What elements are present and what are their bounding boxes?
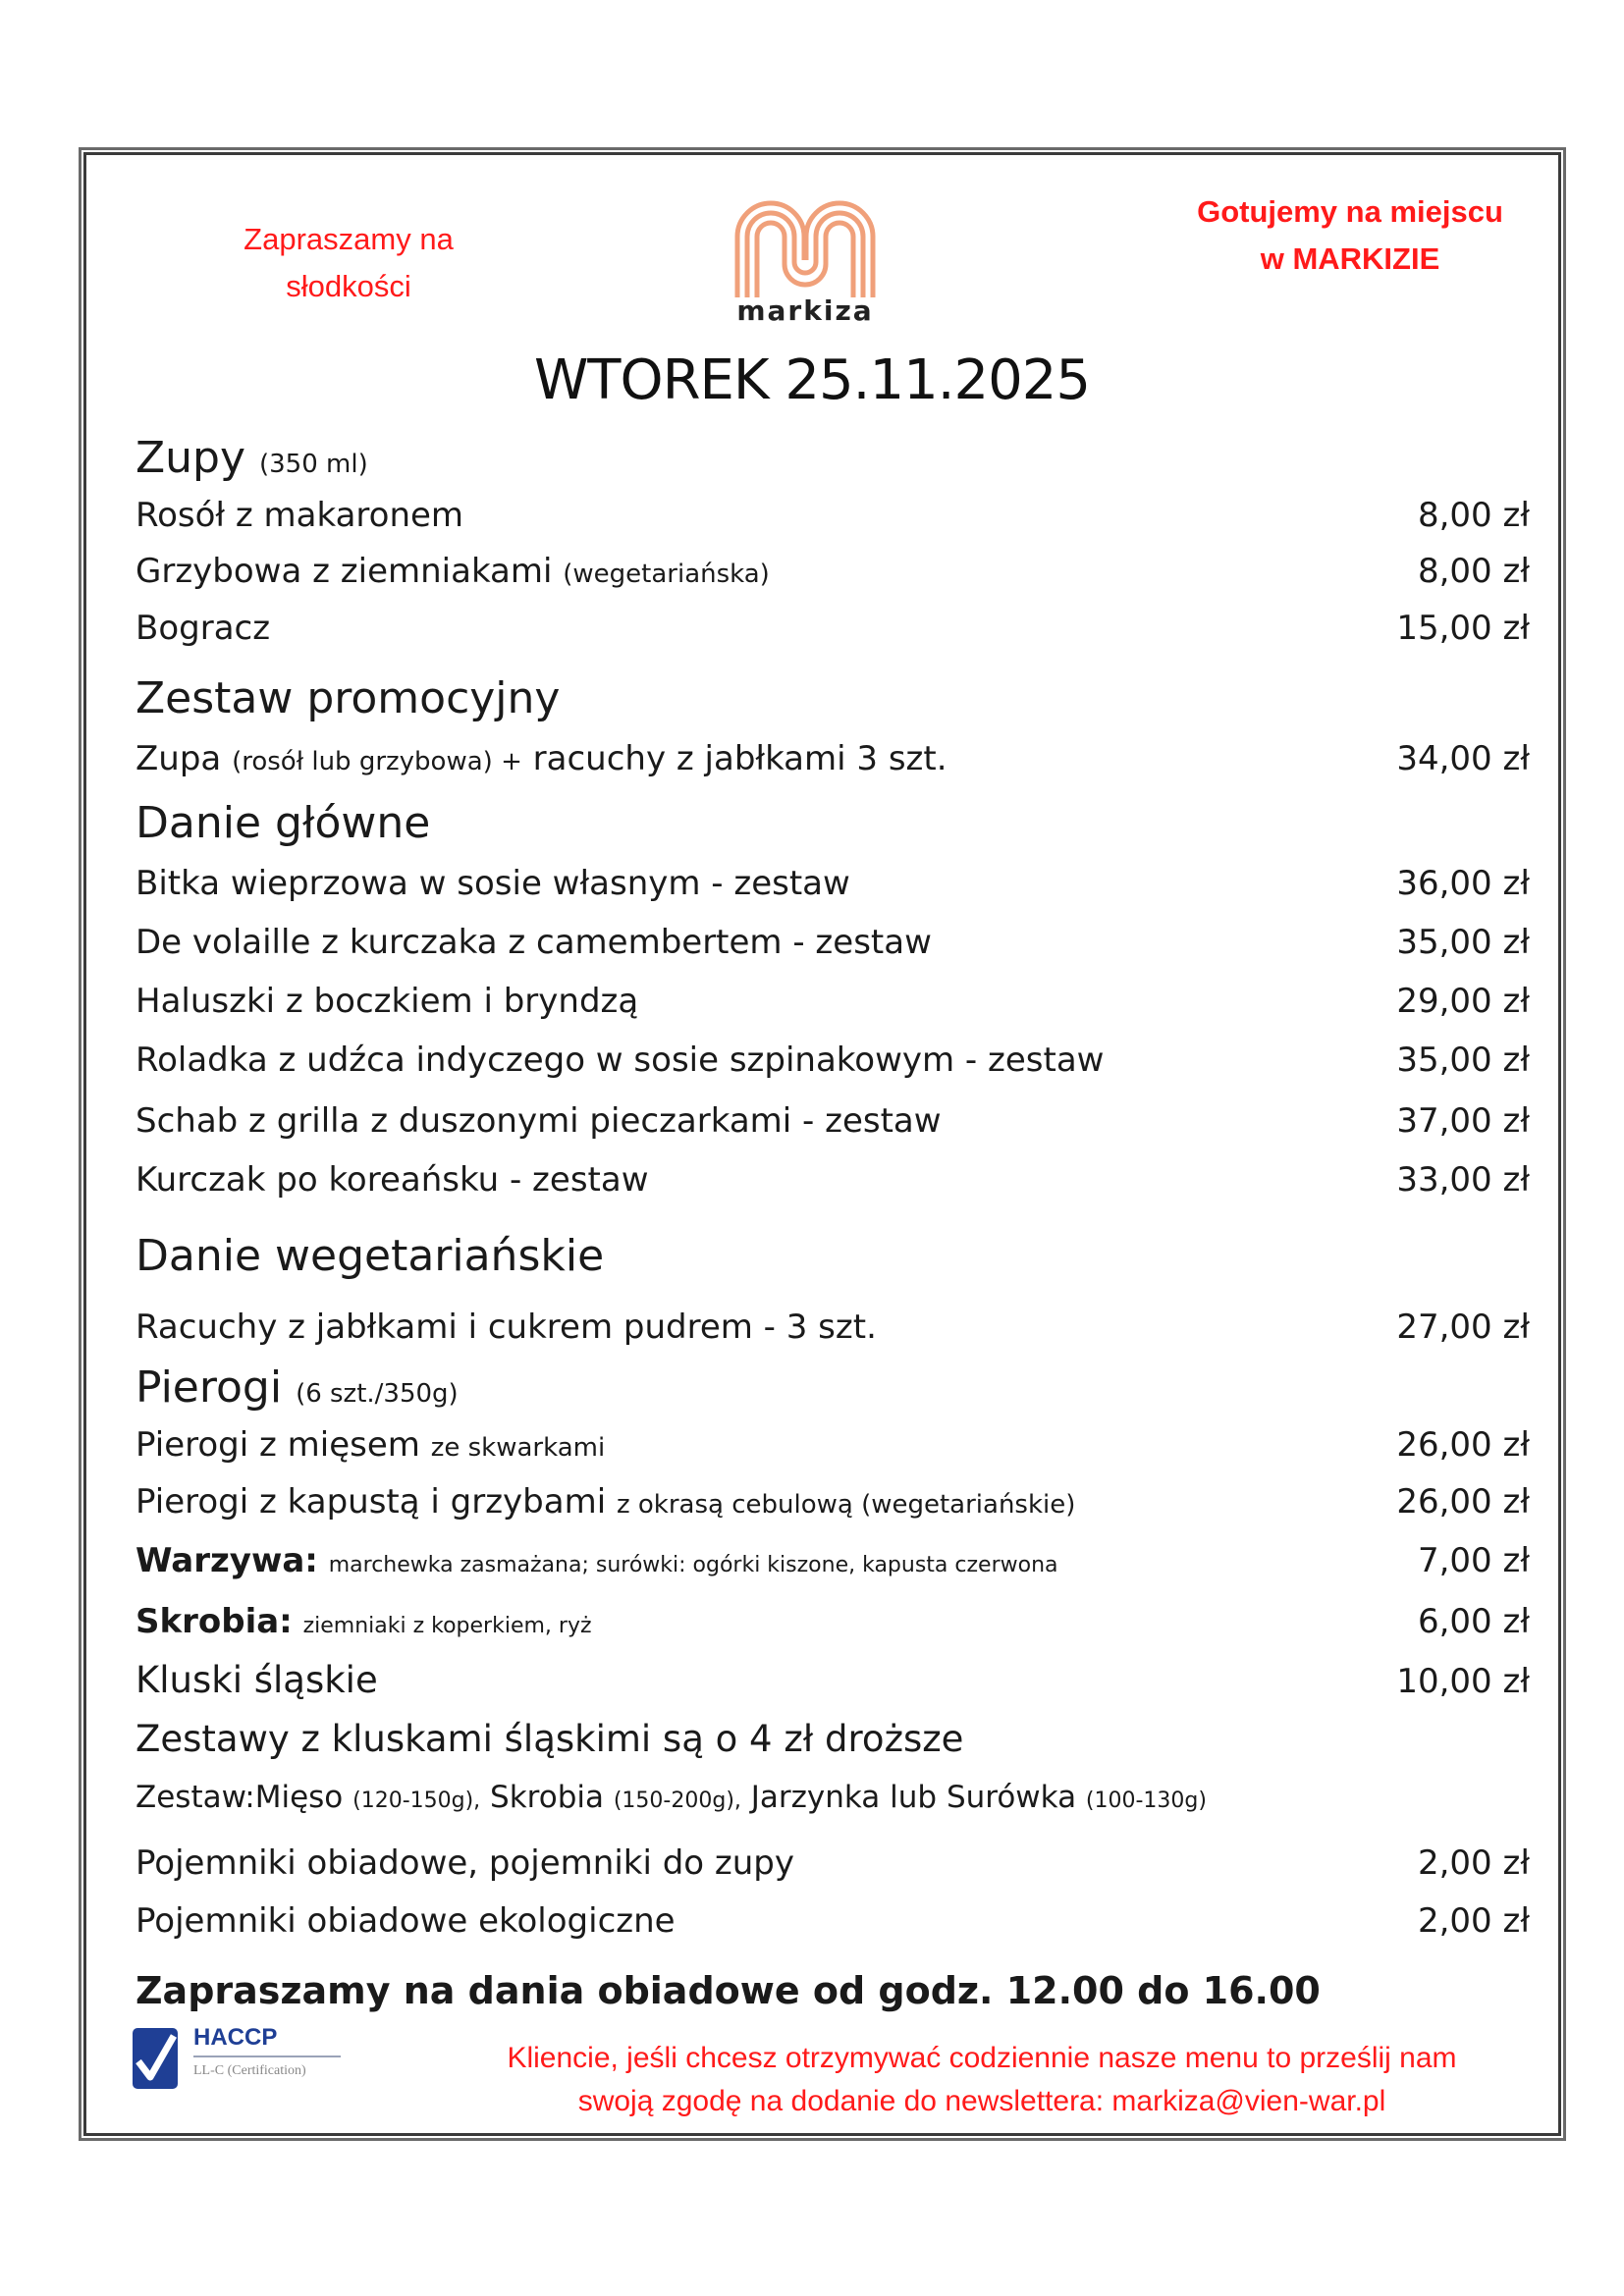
- item-name: Schab z grilla z duszonymi pieczarkami - zestaw: [135, 1101, 942, 1141]
- heading-note: (6 szt./350g): [296, 1379, 459, 1409]
- menu-item: [135, 1039, 1530, 1082]
- item-price: 2,00 zł: [1417, 1901, 1530, 1941]
- newsletter-line: swoją zgodę na dodanie do newslettera: markiza@vien-war.pl: [577, 2085, 1386, 2117]
- heading-text: Zupy: [135, 433, 245, 483]
- section-heading-mains: Danie główne: [135, 798, 431, 848]
- page-title: WTOREK 25.11.2025: [533, 348, 1091, 412]
- section-heading-pierogi: [135, 1362, 459, 1420]
- haccp-subtitle: LL-C (Certification): [193, 2063, 306, 2078]
- haccp-badge: [133, 2022, 339, 2101]
- menu-item: [135, 607, 1530, 650]
- set-composition-note: [135, 1775, 1207, 1824]
- menu-item: [135, 1306, 1530, 1349]
- item-note: marchewka zasmażana; surówki: ogórki kiszone, kapusta czerwona: [328, 1553, 1058, 1577]
- item-price: 2,00 zł: [1417, 1843, 1530, 1883]
- set-part-name: Jarzynka lub Surówka: [750, 1780, 1077, 1815]
- item-price: 35,00 zł: [1396, 923, 1530, 962]
- item-label: Skrobia:: [135, 1602, 293, 1641]
- item-price: 10,00 zł: [1396, 1662, 1530, 1701]
- item-note: ziemniaki z koperkiem, ryż: [302, 1614, 592, 1638]
- item-name: Pojemniki obiadowe ekologiczne: [135, 1901, 676, 1941]
- haccp-title: HACCP: [193, 2024, 278, 2051]
- cooking-note-line: Gotujemy na miejscu: [1197, 194, 1503, 229]
- item-name: Bogracz: [135, 609, 271, 648]
- menu-item: [135, 1600, 1530, 1648]
- item-name: Bitka wieprzowa w sosie własnym - zestaw: [135, 864, 850, 903]
- menu-item: [135, 1158, 1530, 1201]
- menu-item: [135, 550, 1530, 596]
- menu-item: [135, 1899, 1530, 1943]
- menu-item: [135, 921, 1530, 964]
- item-name: De volaille z kurczaka z camembertem - zestaw: [135, 923, 932, 962]
- item-note: (wegetariańska): [563, 560, 770, 589]
- section-heading-promo: Zestaw promocyjny: [135, 673, 561, 723]
- item-price: 26,00 zł: [1396, 1425, 1530, 1465]
- item-price: 26,00 zł: [1396, 1482, 1530, 1522]
- set-part-weight: (120-150g),: [352, 1789, 481, 1813]
- item-name: Rosół z makaronem: [135, 496, 464, 535]
- set-part-name: Skrobia: [490, 1780, 604, 1815]
- item-price: 27,00 zł: [1396, 1308, 1530, 1347]
- checkmark-icon: [133, 2028, 178, 2089]
- item-note: (rosół lub grzybowa) +: [232, 747, 522, 776]
- newsletter-note: [422, 2037, 1542, 2123]
- item-name: Kluski śląskie: [135, 1659, 378, 1701]
- divider: [193, 2056, 341, 2057]
- menu-item: [135, 1480, 1530, 1526]
- menu-item: [135, 1539, 1530, 1587]
- sweets-invitation-line: słodkości: [286, 269, 411, 303]
- item-price: 7,00 zł: [1417, 1541, 1530, 1580]
- cooking-note-line: w MARKIZIE: [1260, 241, 1440, 276]
- logo-wordmark: markiza: [736, 294, 874, 327]
- heading-text: Pierogi: [135, 1362, 283, 1413]
- section-heading-soups: [135, 432, 368, 491]
- item-price: 36,00 zł: [1396, 864, 1530, 903]
- menu-item: [135, 980, 1530, 1023]
- menu-item: [135, 1659, 1530, 1703]
- menu-item: [135, 1423, 1530, 1469]
- menu-item: [135, 862, 1530, 905]
- set-part-weight: (100-130g): [1085, 1789, 1207, 1813]
- item-name: Haluszki z boczkiem i bryndzą: [135, 982, 639, 1021]
- item-price: 35,00 zł: [1396, 1041, 1530, 1080]
- cooking-on-site-note: [1159, 188, 1542, 283]
- item-name: Pierogi z mięsem: [135, 1425, 420, 1465]
- item-note: z okrasą cebulową (wegetariańskie): [616, 1490, 1076, 1520]
- item-price: 37,00 zł: [1396, 1101, 1530, 1141]
- menu-item: [135, 494, 1530, 537]
- item-price: 6,00 zł: [1417, 1602, 1530, 1641]
- item-note: ze skwarkami: [430, 1433, 606, 1463]
- item-name: Racuchy z jabłkami i cukrem pudrem - 3 szt.: [135, 1308, 877, 1347]
- menu-item: [135, 1099, 1530, 1143]
- sweets-invitation-line: Zapraszamy na: [244, 222, 454, 256]
- newsletter-line: Kliencie, jeśli chcesz otrzymywać codziennie nasze menu to prześlij nam: [507, 2042, 1457, 2074]
- item-price: 29,00 zł: [1396, 982, 1530, 1021]
- item-label: Warzywa:: [135, 1541, 318, 1580]
- item-name: Zupa: [135, 739, 222, 778]
- item-name: Roladka z udźca indyczego w sosie szpinakowym - zestaw: [135, 1041, 1105, 1080]
- menu-item: [135, 737, 1530, 783]
- heading-note: (350 ml): [259, 450, 368, 479]
- set-part-weight: (150-200g),: [613, 1789, 741, 1813]
- set-part-name: Zestaw:Mięso: [135, 1780, 344, 1815]
- opening-hours-note: Zapraszamy na dania obiadowe od godz. 12.00 do 16.00: [135, 1969, 1321, 2012]
- item-price: 8,00 zł: [1417, 496, 1530, 535]
- menu-item: [135, 1842, 1530, 1885]
- sweets-invitation: [196, 216, 501, 310]
- item-name: Grzybowa z ziemniakami: [135, 552, 553, 591]
- item-name: Kurczak po koreańsku - zestaw: [135, 1160, 649, 1200]
- item-name-continued: racuchy z jabłkami 3 szt.: [532, 739, 947, 778]
- item-price: 33,00 zł: [1396, 1160, 1530, 1200]
- item-price: 15,00 zł: [1396, 609, 1530, 648]
- markiza-logo-icon: [731, 191, 879, 299]
- kluski-surcharge-note: Zestawy z kluskami śląskimi są o 4 zł droższe: [135, 1718, 964, 1760]
- item-price: 34,00 zł: [1396, 739, 1530, 778]
- item-price: 8,00 zł: [1417, 552, 1530, 591]
- item-name: Pojemniki obiadowe, pojemniki do zupy: [135, 1843, 795, 1883]
- section-heading-vegetarian: Danie wegetariańskie: [135, 1231, 605, 1281]
- item-name: Pierogi z kapustą i grzybami: [135, 1482, 607, 1522]
